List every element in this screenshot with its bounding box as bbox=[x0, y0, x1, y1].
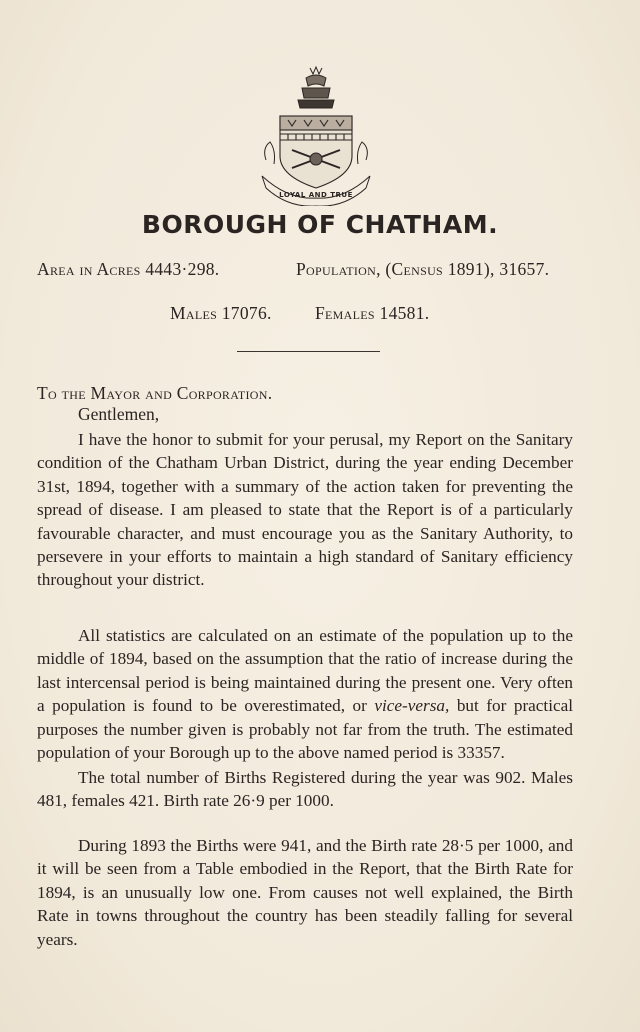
paragraph-statistics-italic: vice-versa, bbox=[374, 696, 450, 716]
population-label: Population, (Census 1891), bbox=[296, 259, 495, 279]
females-label: Females bbox=[315, 303, 375, 323]
borough-crest bbox=[258, 64, 374, 206]
borough-crest-emblem bbox=[258, 64, 374, 206]
paragraph-statistics bbox=[37, 624, 573, 764]
divider-rule bbox=[237, 351, 380, 352]
paragraph-births-total: The total number of Births Registered during the year was 902. Males 481, females 421. Birth rate 26·9 per 1000. bbox=[37, 768, 573, 811]
paragraph-statistics-part-b: but for practical purposes the number given is probably not far from the truth. The estimated population of your Borough up to the above named period is 33357. bbox=[37, 696, 574, 763]
greeting: Gentlemen, bbox=[78, 404, 160, 424]
males-line bbox=[170, 303, 272, 324]
population-line bbox=[296, 259, 549, 280]
salutation: To the Mayor and Corporation. bbox=[37, 383, 273, 403]
document-title: BOROUGH OF CHATHAM. bbox=[141, 210, 499, 239]
paragraph-report-intro: I have the honor to submit for your perusal, my Report on the Sanitary condition of the Chatham Urban District, during the year ending December 31st, 1894, together with a summary of the action taken for preventing the spread of disease. I am pleased to state that the Report is of a particularly favourable character, and must encourage you as the Sanitary Authority, to persevere in your efforts to maintain a high standard of Sanitary efficiency throughout your district. bbox=[37, 430, 573, 590]
paragraph-statistics-part-a: All statistics are calculated on an estimate of the population up to the middle of 1894, based on the assumption that the ratio of increase during the last intercensal period is being maintained during the present one. Very often a population is found to be overestimated, or bbox=[37, 626, 573, 716]
population-value: 31657. bbox=[499, 259, 550, 279]
females-value: 14581. bbox=[379, 303, 430, 323]
area-label: Area in Acres bbox=[37, 259, 141, 279]
males-label: Males bbox=[170, 303, 218, 323]
paragraph-birth-rate: During 1893 the Births were 941, and the Birth rate 28·5 per 1000, and it will be seen from a Table embodied in the Report, that the Birth Rate for 1894, is an unusually low one. From causes not well explained, the Birth Rate in towns throughout the country has been steadily falling for several years. bbox=[37, 836, 573, 949]
area-value: 4443·298. bbox=[145, 259, 220, 279]
females-line bbox=[315, 303, 429, 324]
area-line bbox=[37, 259, 219, 280]
crest-motto: LOYAL AND TRUE bbox=[279, 191, 353, 199]
males-value: 17076. bbox=[221, 303, 272, 323]
